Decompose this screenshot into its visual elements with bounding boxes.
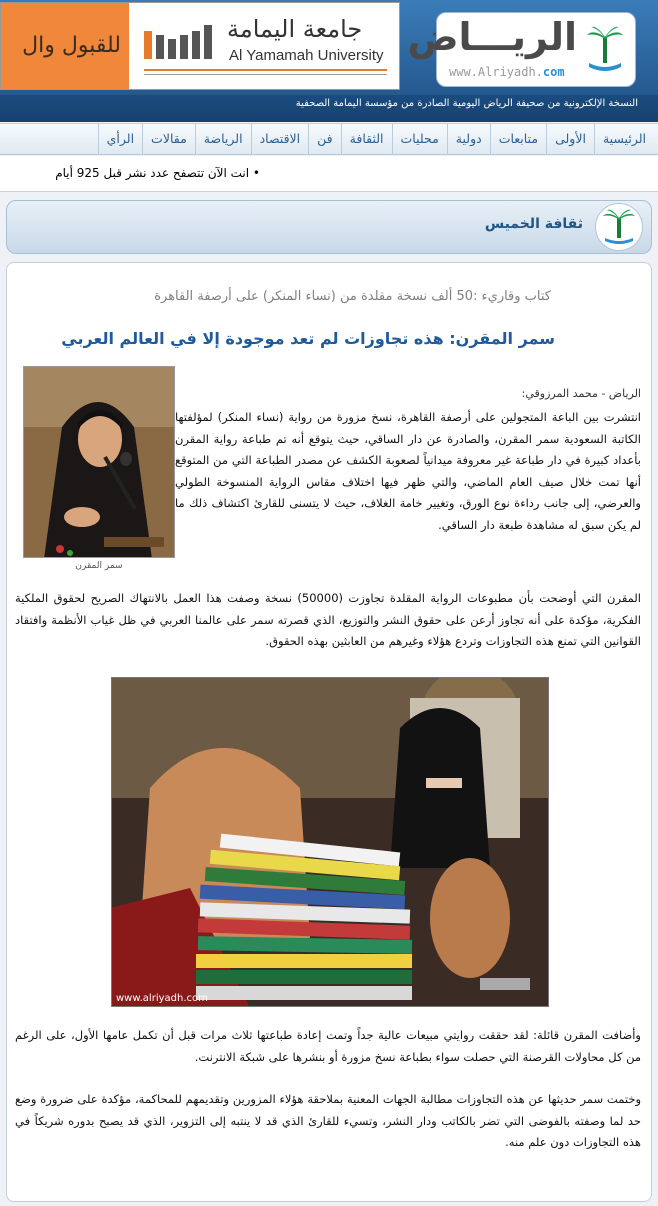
- article-paragraph-3: وأضافت المقرن قائلة: لقد حققت روايتي مبيعات عالية جداً وتمت إعادة طباعتها ثلاث مرات قبل أن تكمل عامها الأول، على الرغم من كل محاولات القرصنة التي حصلت سواء بطباعة نسخ مزورة أو بنشرها على شبكة الانترنت.: [15, 1028, 641, 1064]
- site-logo[interactable]: [407, 12, 636, 87]
- section-icon-frame: [595, 203, 643, 251]
- logo-text: الريـــاض: [407, 15, 577, 59]
- author-photo-caption: سمر المقرن: [75, 561, 123, 571]
- ad-university-arabic: جامعة اليمامة: [227, 15, 363, 43]
- nav-item-opinion[interactable]: الرأي: [98, 123, 142, 155]
- ticker-bar: [0, 156, 658, 192]
- article-paragraph-2: المقرن التي أوضحت بأن مطبوعات الرواية المقلدة تجاوزت (50000) نسخة وصفت هذا العمل بالانتهاك الصريح لحقوق الملكية الفكرية، مؤكدة على أنه تجاوز أرعن على حقوق النشر والتوزيع، الذي قصرته سمر على عالمنا العربي في ظل غياب الأنظمة وافتقاد القوانين التي تمنع هذه التجاوزات وتردع هؤلاء وغيرهم من العابثين بهذه الحقوق.: [15, 591, 641, 648]
- nav-item-economy[interactable]: الاقتصاد: [251, 123, 309, 155]
- site-header: [0, 0, 658, 122]
- palm-logo-icon: [585, 23, 625, 73]
- photo-watermark: www.alriyadh.com: [116, 993, 208, 1004]
- article-paragraph-1: انتشرت بين الباعة المتجولين على أرصفة القاهرة، نسخ مزورة من رواية (نساء المنكر) لمؤلفتها الكاتبة السعودية سمر المقرن، والصادرة عن دار الساقي، حيث يتوقع أنه تم طباعة رواية المقرن بأعداد كبيرة في دار طباعة غير معروفة ميدانياً لصعوبة الكشف عن مصدر الطباعة التي من المتوقع أنها تمت خلال صيف العام الماضي، والتي ظهر فيها اختلاف مقاس الرواية المنسوخة الطولي والعرضي، إلى جانب رداءة نوع الورق، وتغيير خامة الغلاف، حيث لا يتسنى للقارئ اكتشاف ذلك ما لم يكن سبق له مشاهدة طبعة دار الساقي.: [175, 410, 641, 532]
- logo-url: www.Alriyadh.com: [449, 65, 565, 79]
- section-header: [6, 200, 652, 254]
- site-tagline: النسخة الإلكترونية من صحيفة الرياض اليومية الصادرة من مؤسسة اليمامة الصحفية: [295, 98, 638, 109]
- nav-item-art[interactable]: فن: [308, 123, 341, 155]
- ad-university-english: Al Yamamah University: [229, 47, 384, 64]
- ad-orange-panel[interactable]: [1, 3, 129, 90]
- article-byline: الرياض - محمد المرزوقي:: [521, 387, 641, 400]
- article: [6, 262, 652, 1202]
- ticker-text: • انت الآن تتصفح عدد نشر قبل 925 أيام: [55, 166, 260, 180]
- ad-banner[interactable]: [0, 2, 400, 90]
- author-photo: [23, 366, 175, 558]
- nav-item-international[interactable]: دولية: [447, 123, 490, 155]
- nav-item-culture[interactable]: الثقافة: [341, 123, 392, 155]
- article-headline: سمر المقرن: هذه تجاوزات لم تعد موجودة إلا في العالم العربي: [61, 329, 555, 348]
- nav-item-sports[interactable]: الرياضة: [195, 123, 251, 155]
- section-title: ثقافة الخميس: [484, 216, 583, 232]
- nav-item-home[interactable]: الرئيسية: [594, 123, 658, 155]
- nav-item-front[interactable]: الأولى: [546, 123, 594, 155]
- nav-item-follow-ups[interactable]: متابعات: [490, 123, 546, 155]
- section-palm-icon: [596, 204, 642, 250]
- university-bars-icon: [144, 21, 220, 61]
- article-paragraph-4: وختمت سمر حديثها عن هذه التجاوزات مطالبة الجهات المعنية بملاحقة هؤلاء المزورين وتقديمهم للمحاكمة، مؤكدة على ضرورة وضع حد لما وصفته بالفوضى التي تضر بالكاتب ودار النشر، وتسيء للقارئ الذي قد لا ينتبه إلى التزوير، الذي قد يصبح بدوره شريكاً في هذه التجاوزات دون علم منه.: [15, 1092, 641, 1149]
- nav-item-articles[interactable]: مقالات: [142, 123, 195, 155]
- ad-divider-thin: [144, 74, 387, 75]
- article-kicker: كتاب وقاريء :50 ألف نسخة مقلدة من (نساء المنكر) على أرصفة القاهرة: [154, 289, 551, 304]
- book-seller-photo: [111, 677, 549, 1007]
- nav-item-local[interactable]: محليات: [392, 123, 447, 155]
- main-nav: [0, 123, 658, 155]
- ad-orange-text: للقبول وال: [22, 33, 121, 58]
- ad-divider: [144, 69, 387, 71]
